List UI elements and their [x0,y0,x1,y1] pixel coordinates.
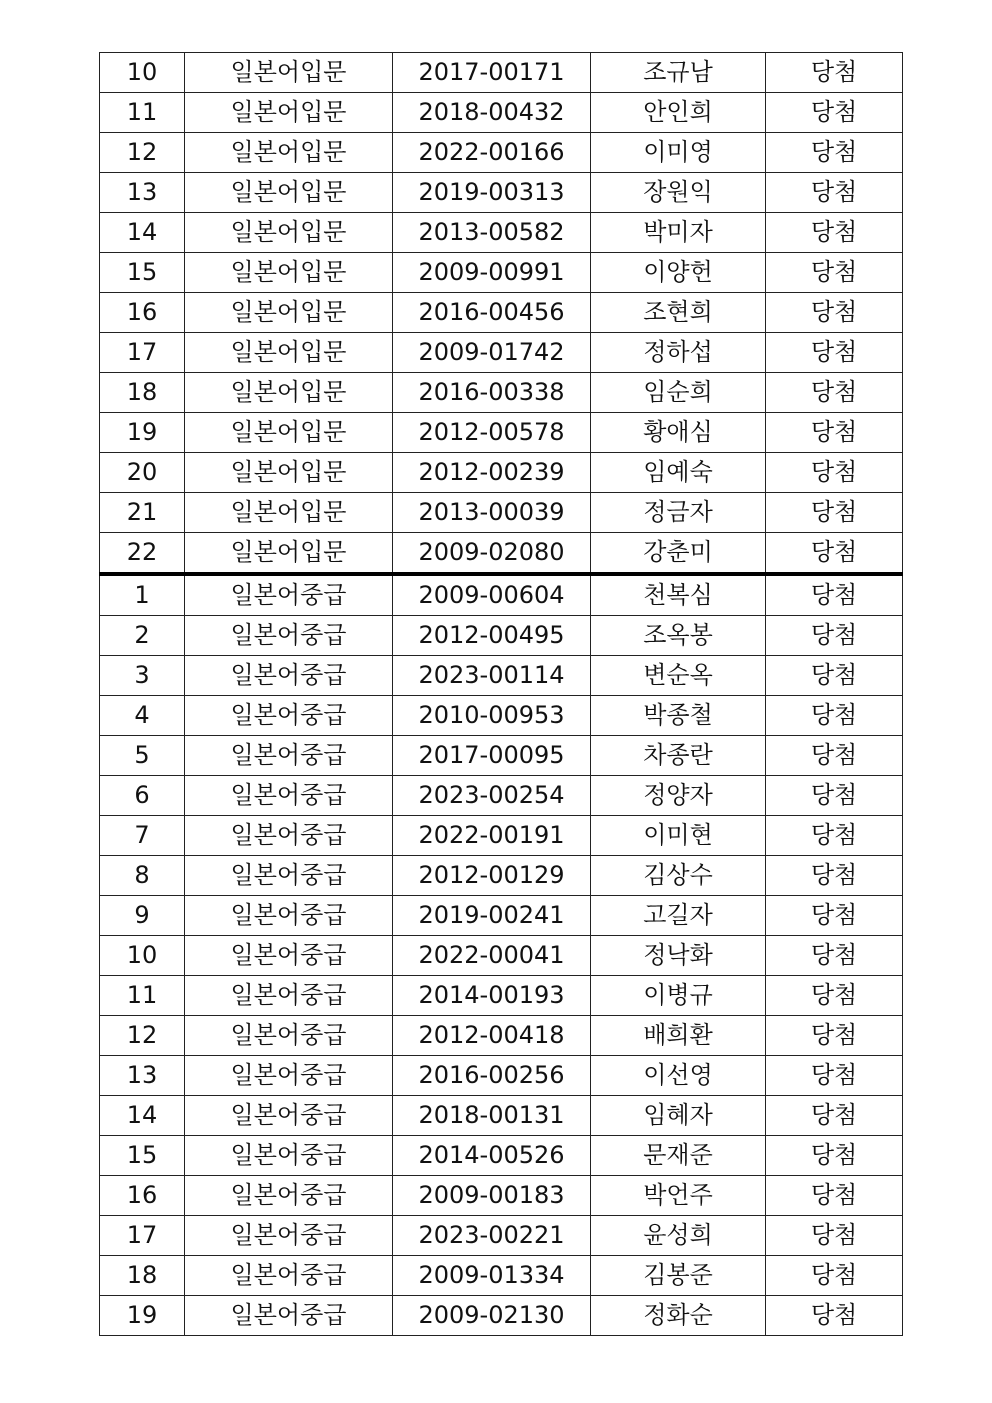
row-number-cell: 22 [100,533,185,575]
result-cell: 당첨 [766,53,903,93]
result-cell: 당첨 [766,213,903,253]
table-row [100,253,903,293]
table-row [100,53,903,93]
table-row [100,1016,903,1056]
member-id-cell: 2009-01742 [393,333,591,373]
result-cell: 당첨 [766,896,903,936]
name-cell: 정화순 [591,1296,766,1336]
result-cell: 당첨 [766,776,903,816]
result-cell: 당첨 [766,696,903,736]
name-cell: 배희환 [591,1016,766,1056]
result-cell: 당첨 [766,1216,903,1256]
result-cell: 당첨 [766,656,903,696]
member-id-cell: 2023-00221 [393,1216,591,1256]
result-cell: 당첨 [766,936,903,976]
course-cell: 일본어중급 [185,656,393,696]
name-cell: 이미현 [591,816,766,856]
table-row [100,1136,903,1176]
row-number-cell: 20 [100,453,185,493]
name-cell: 차종란 [591,736,766,776]
row-number-cell: 1 [100,574,185,616]
member-id-cell: 2016-00338 [393,373,591,413]
row-number-cell: 7 [100,816,185,856]
course-cell: 일본어중급 [185,1016,393,1056]
course-cell: 일본어입문 [185,533,393,575]
member-id-cell: 2012-00129 [393,856,591,896]
table-row [100,133,903,173]
course-cell: 일본어중급 [185,1176,393,1216]
course-cell: 일본어입문 [185,413,393,453]
row-number-cell: 6 [100,776,185,816]
name-cell: 정양자 [591,776,766,816]
row-number-cell: 11 [100,976,185,1016]
member-id-cell: 2009-00604 [393,574,591,616]
table-row [100,696,903,736]
result-cell: 당첨 [766,1096,903,1136]
member-id-cell: 2013-00582 [393,213,591,253]
table-row [100,373,903,413]
member-id-cell: 2019-00241 [393,896,591,936]
table-row [100,976,903,1016]
member-id-cell: 2022-00166 [393,133,591,173]
course-cell: 일본어입문 [185,333,393,373]
member-id-cell: 2012-00418 [393,1016,591,1056]
course-cell: 일본어중급 [185,574,393,616]
name-cell: 강춘미 [591,533,766,575]
course-cell: 일본어중급 [185,976,393,1016]
course-cell: 일본어입문 [185,213,393,253]
name-cell: 김봉준 [591,1256,766,1296]
table-row [100,936,903,976]
course-cell: 일본어입문 [185,93,393,133]
member-id-cell: 2009-00991 [393,253,591,293]
result-cell: 당첨 [766,413,903,453]
row-number-cell: 19 [100,1296,185,1336]
result-cell: 당첨 [766,1176,903,1216]
table-row [100,1096,903,1136]
row-number-cell: 9 [100,896,185,936]
result-cell: 당첨 [766,976,903,1016]
course-cell: 일본어중급 [185,616,393,656]
name-cell: 정금자 [591,493,766,533]
member-id-cell: 2010-00953 [393,696,591,736]
row-number-cell: 17 [100,1216,185,1256]
result-cell: 당첨 [766,173,903,213]
table-row [100,776,903,816]
member-id-cell: 2023-00114 [393,656,591,696]
table-row [100,736,903,776]
course-cell: 일본어입문 [185,493,393,533]
result-cell: 당첨 [766,816,903,856]
result-cell: 당첨 [766,736,903,776]
member-id-cell: 2012-00239 [393,453,591,493]
result-cell: 당첨 [766,1136,903,1176]
member-id-cell: 2019-00313 [393,173,591,213]
name-cell: 임혜자 [591,1096,766,1136]
member-id-cell: 2018-00432 [393,93,591,133]
result-cell: 당첨 [766,453,903,493]
name-cell: 임순희 [591,373,766,413]
member-id-cell: 2016-00456 [393,293,591,333]
table-row [100,213,903,253]
member-id-cell: 2017-00171 [393,53,591,93]
row-number-cell: 2 [100,616,185,656]
result-cell: 당첨 [766,1016,903,1056]
table-row [100,1056,903,1096]
row-number-cell: 12 [100,1016,185,1056]
row-number-cell: 15 [100,1136,185,1176]
name-cell: 조현희 [591,293,766,333]
member-id-cell: 2013-00039 [393,493,591,533]
name-cell: 황애심 [591,413,766,453]
table-row [100,896,903,936]
table-row [100,333,903,373]
name-cell: 임예숙 [591,453,766,493]
name-cell: 박미자 [591,213,766,253]
table-row [100,413,903,453]
name-cell: 박언주 [591,1176,766,1216]
course-cell: 일본어중급 [185,1136,393,1176]
name-cell: 장원익 [591,173,766,213]
table-row [100,293,903,333]
member-id-cell: 2009-02080 [393,533,591,575]
result-cell: 당첨 [766,856,903,896]
table-row [100,656,903,696]
course-cell: 일본어입문 [185,253,393,293]
result-cell: 당첨 [766,93,903,133]
name-cell: 문재준 [591,1136,766,1176]
result-cell: 당첨 [766,574,903,616]
member-id-cell: 2009-02130 [393,1296,591,1336]
course-cell: 일본어중급 [185,856,393,896]
row-number-cell: 10 [100,936,185,976]
member-id-cell: 2012-00578 [393,413,591,453]
name-cell: 이선영 [591,1056,766,1096]
table-row [100,574,903,616]
result-cell: 당첨 [766,1056,903,1096]
table-row [100,1256,903,1296]
member-id-cell: 2023-00254 [393,776,591,816]
member-id-cell: 2016-00256 [393,1056,591,1096]
row-number-cell: 11 [100,93,185,133]
course-cell: 일본어입문 [185,173,393,213]
course-cell: 일본어입문 [185,373,393,413]
row-number-cell: 5 [100,736,185,776]
result-cell: 당첨 [766,1256,903,1296]
course-cell: 일본어중급 [185,1216,393,1256]
member-id-cell: 2018-00131 [393,1096,591,1136]
row-number-cell: 21 [100,493,185,533]
course-cell: 일본어중급 [185,776,393,816]
member-id-cell: 2009-01334 [393,1256,591,1296]
name-cell: 조옥봉 [591,616,766,656]
row-number-cell: 19 [100,413,185,453]
table-row [100,173,903,213]
name-cell: 안인희 [591,93,766,133]
member-id-cell: 2012-00495 [393,616,591,656]
name-cell: 정낙화 [591,936,766,976]
course-cell: 일본어중급 [185,1256,393,1296]
name-cell: 조규남 [591,53,766,93]
row-number-cell: 16 [100,293,185,333]
row-number-cell: 15 [100,253,185,293]
row-number-cell: 16 [100,1176,185,1216]
row-number-cell: 14 [100,213,185,253]
table-row [100,493,903,533]
row-number-cell: 18 [100,373,185,413]
row-number-cell: 12 [100,133,185,173]
table-row [100,1176,903,1216]
result-cell: 당첨 [766,1296,903,1336]
table-row [100,93,903,133]
name-cell: 이양헌 [591,253,766,293]
result-cell: 당첨 [766,533,903,575]
name-cell: 정하섭 [591,333,766,373]
result-cell: 당첨 [766,253,903,293]
lottery-result-table [99,52,903,1336]
result-cell: 당첨 [766,616,903,656]
row-number-cell: 13 [100,173,185,213]
course-cell: 일본어중급 [185,696,393,736]
name-cell: 윤성희 [591,1216,766,1256]
table-row [100,616,903,656]
course-cell: 일본어중급 [185,816,393,856]
name-cell: 고길자 [591,896,766,936]
row-number-cell: 17 [100,333,185,373]
row-number-cell: 14 [100,1096,185,1136]
table-row [100,1216,903,1256]
member-id-cell: 2022-00191 [393,816,591,856]
name-cell: 변순옥 [591,656,766,696]
table-row [100,453,903,493]
course-cell: 일본어중급 [185,936,393,976]
course-cell: 일본어중급 [185,896,393,936]
name-cell: 이병규 [591,976,766,1016]
course-cell: 일본어입문 [185,133,393,173]
course-cell: 일본어입문 [185,293,393,333]
name-cell: 이미영 [591,133,766,173]
course-cell: 일본어중급 [185,1296,393,1336]
row-number-cell: 10 [100,53,185,93]
row-number-cell: 3 [100,656,185,696]
row-number-cell: 8 [100,856,185,896]
table-row [100,1296,903,1336]
course-cell: 일본어중급 [185,736,393,776]
course-cell: 일본어중급 [185,1056,393,1096]
name-cell: 천복심 [591,574,766,616]
result-cell: 당첨 [766,133,903,173]
table-row [100,533,903,575]
member-id-cell: 2017-00095 [393,736,591,776]
course-cell: 일본어중급 [185,1096,393,1136]
course-cell: 일본어입문 [185,53,393,93]
member-id-cell: 2014-00193 [393,976,591,1016]
result-cell: 당첨 [766,373,903,413]
table-row [100,816,903,856]
row-number-cell: 13 [100,1056,185,1096]
row-number-cell: 18 [100,1256,185,1296]
table-body [100,53,903,1336]
table-row [100,856,903,896]
name-cell: 박종철 [591,696,766,736]
row-number-cell: 4 [100,696,185,736]
name-cell: 김상수 [591,856,766,896]
member-id-cell: 2009-00183 [393,1176,591,1216]
member-id-cell: 2022-00041 [393,936,591,976]
result-cell: 당첨 [766,293,903,333]
result-cell: 당첨 [766,333,903,373]
course-cell: 일본어입문 [185,453,393,493]
result-cell: 당첨 [766,493,903,533]
member-id-cell: 2014-00526 [393,1136,591,1176]
